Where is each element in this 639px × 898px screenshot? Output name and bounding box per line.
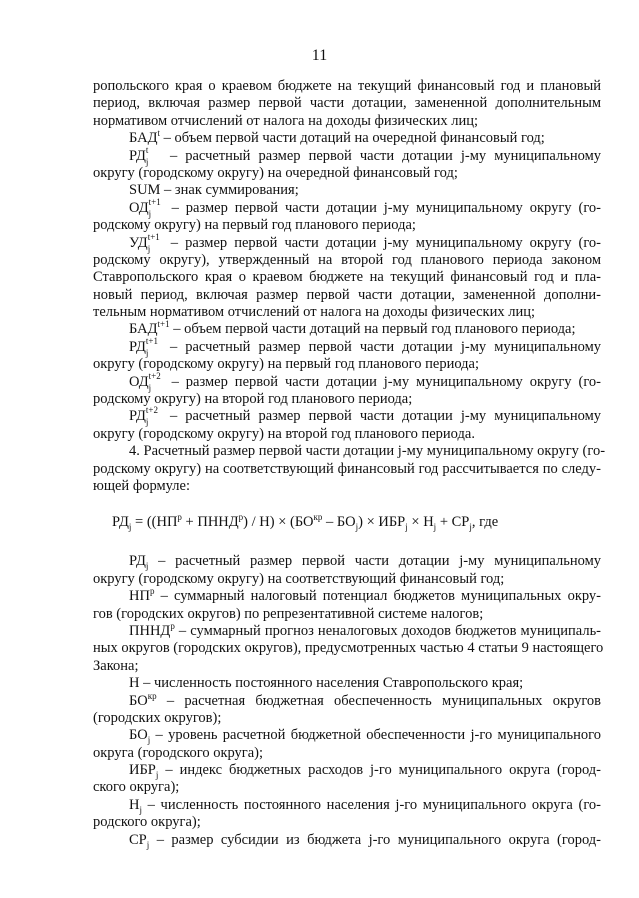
text-line: родскому округу) на первый год планового периода; — [93, 217, 416, 234]
text-line: Закона; — [93, 657, 139, 674]
page-number: 11 — [311, 47, 328, 64]
document-body — [93, 78, 606, 850]
text-line: ского округа); — [93, 779, 180, 796]
definition-line: $БО_j$ – уровень расчетной бюджетной обеспеченности j-го муниципального — [129, 727, 602, 746]
text-line: Ставропольского края о краевом бюджете на текущий финансовый год и пла- — [93, 269, 601, 286]
text-line: родскому округу) на второй год планового периода; — [93, 391, 413, 408]
definition-line: БАД$^t$ – объем первой части дотаций на очередной финансовый год; — [129, 128, 545, 147]
text-line: тельным нормативом отчислений от налога на доходы физических лиц; — [93, 304, 536, 321]
text-line: ропольского края о краевом бюджете на текущий финансовый год и плановый — [93, 78, 601, 94]
definition-line: РД t+2 j – расчетный размер первой части дотации j-му муниципальному — [129, 405, 602, 428]
text-line: округа (городского округа); — [93, 744, 264, 761]
definition-line: $НП^р$ – суммарный налоговый потенциал бюджетов муниципальных окру- — [129, 586, 602, 605]
definition-line: $РД_j$ – расчетный размер первой части дотации j-му муниципальному — [129, 553, 602, 572]
text-line: новый период, включая размер первой части дотации, замененной дополни- — [93, 286, 601, 303]
definition-line: $БАД^{t+1}$ – объем первой части дотаций на первый год планового периода; — [129, 319, 576, 338]
text-line: родскому округу), утвержденный на второй год планового периода законом — [93, 251, 601, 268]
definition-line: УД t+1 j – размер первой части дотации j-му муниципальному округу (го- — [129, 231, 602, 254]
definition-line: ОД t+1 j – размер первой части дотации j-му муниципальному округу (го- — [129, 196, 601, 219]
text-line: ющей формуле: — [93, 477, 190, 494]
definition-line: $БО^{кр}$ – расчетная бюджетная обеспеченность муниципальных округов — [129, 690, 602, 709]
definition-line: $ПННД^р$ – суммарный прогноз неналоговых доходов бюджетов муниципаль- — [129, 621, 602, 639]
symbol: БАД — [129, 130, 158, 147]
definition-line: $Н_j$ – численность постоянного населения j-го муниципального округа (го- — [129, 796, 601, 815]
definition-line: ОД t+2 j – размер первой части дотации j-му муниципальному округу (го- — [129, 370, 601, 393]
text-line: SUM – знак суммирования; — [129, 182, 299, 199]
text-line: округу (городскому округу) на второй год планового периода. — [93, 425, 475, 442]
text-line: родского округа); — [93, 814, 201, 831]
text-line: округу (городскому округу) на очередной финансовый год; — [93, 164, 458, 181]
text-line: родскому округу) на соответствующий финансовый год рассчитывается по следу- — [93, 460, 601, 477]
text-line: округу (городскому округу) на первый год планового периода; — [93, 356, 480, 373]
formula: $РД_j = ((НП^р$ + $ПННД^р) / Н) \times (БО^{кр} - БО_j) \times ИБР_j \times Н_j + СР_j$, где — [112, 512, 499, 533]
text-line: период, включая размер первой части дотации, замененной дополнительным — [93, 95, 601, 112]
text-line: ных округов (городских округов), предусмотренных частью 4 статьи 9 настоящего — [93, 640, 604, 657]
definition-line: $СР_j$ – размер субсидии из бюджета j-го муниципального округа (город- — [129, 831, 602, 850]
definition-line: РД t j – расчетный размер первой части дотации j-му муниципальному — [129, 144, 602, 167]
definition-line: РД t+1 j – расчетный размер первой части дотации j-му муниципальному — [129, 335, 602, 358]
text-line: гов (городских округов) по репрезентативной системе налогов; — [93, 605, 484, 622]
text-line: округу (городскому округу) на соответствующий финансовый год; — [93, 570, 505, 587]
text-line: нормативом отчислений от налога на доходы физических лиц; — [93, 112, 479, 129]
paragraph-line: 4. Расчетный размер первой части дотации j-му муниципальному округу (го- — [129, 443, 606, 460]
text-line: (городских округов); — [93, 709, 222, 726]
definition-line: Н – численность постоянного населения Ставропольского края; — [129, 675, 524, 692]
definition-line: $ИБР_j$ – индекс бюджетных расходов j-го муниципального округа (город- — [129, 762, 601, 780]
